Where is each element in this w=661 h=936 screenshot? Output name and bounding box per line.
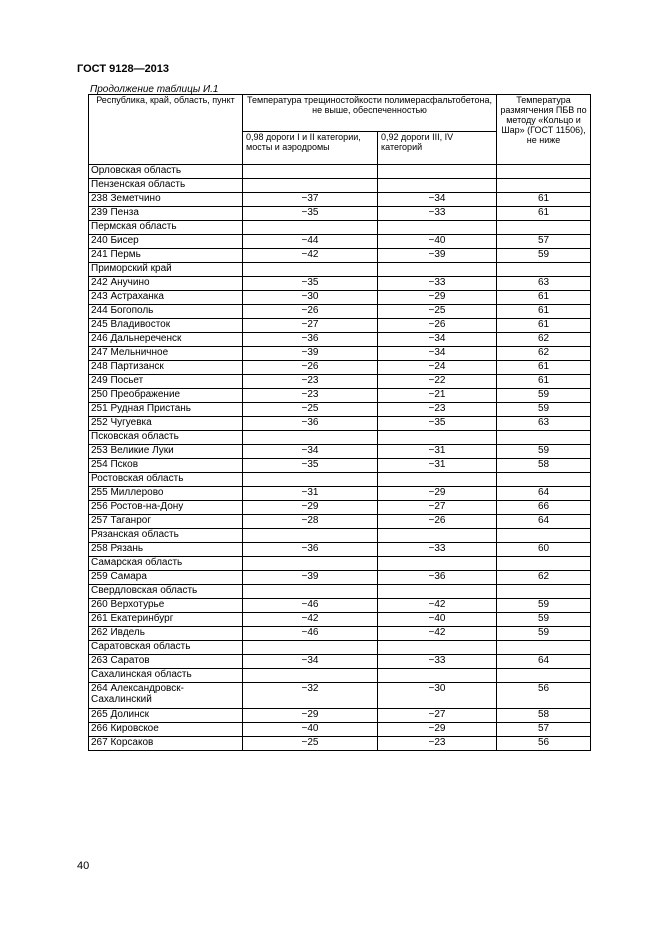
header-region: Республика, край, область, пункт (89, 95, 243, 165)
cell-temp-098: −23 (243, 389, 378, 403)
cell-temp-092: −29 (378, 291, 497, 305)
cell-temp-098: −26 (243, 361, 378, 375)
cell-location: Ростовская область (89, 473, 243, 487)
cell-temp-092 (378, 641, 497, 655)
cell-temp-092: −26 (378, 515, 497, 529)
table-caption: Продолжение таблицы И.1 (90, 84, 219, 95)
cell-temp-098: −35 (243, 277, 378, 291)
cell-temp-098: −35 (243, 459, 378, 473)
cell-temp-092 (378, 529, 497, 543)
cell-softening: 61 (497, 305, 591, 319)
table-row (89, 417, 591, 431)
cell-temp-098: −46 (243, 599, 378, 613)
cell-temp-098 (243, 431, 378, 445)
cell-softening: 61 (497, 361, 591, 375)
table-row (89, 193, 591, 207)
cell-location: 250 Преображение (89, 389, 243, 403)
document-code: ГОСТ 9128—2013 (77, 63, 170, 75)
cell-temp-098: −42 (243, 249, 378, 263)
cell-temp-092: −29 (378, 487, 497, 501)
table-row (89, 333, 591, 347)
cell-temp-098: −30 (243, 291, 378, 305)
cell-temp-092: −33 (378, 207, 497, 221)
cell-temp-098: −39 (243, 347, 378, 361)
header-probability-098: 0,98 дороги I и II категории, мосты и аэродромы (243, 132, 378, 165)
table-row (89, 277, 591, 291)
table-row (89, 347, 591, 361)
table-row (89, 543, 591, 557)
cell-softening: 66 (497, 501, 591, 515)
cell-temp-092: −42 (378, 599, 497, 613)
table-row (89, 627, 591, 641)
cell-location: 238 Земетчино (89, 193, 243, 207)
cell-temp-098: −31 (243, 487, 378, 501)
cell-location: 263 Саратов (89, 655, 243, 669)
cell-temp-092: −36 (378, 571, 497, 585)
cell-temp-098: −34 (243, 445, 378, 459)
cell-location: Пермская область (89, 221, 243, 235)
cell-location: 254 Псков (89, 459, 243, 473)
cell-temp-092: −29 (378, 723, 497, 737)
cell-temp-098: −39 (243, 571, 378, 585)
cell-temp-092: −34 (378, 347, 497, 361)
cell-softening: 62 (497, 333, 591, 347)
cell-softening: 61 (497, 319, 591, 333)
cell-location: 264 Александровск-Сахалинский (89, 683, 243, 709)
cell-temp-098 (243, 669, 378, 683)
header-crack-temperature: Температура трещиностойкости полимерасфальтобетона, не выше, обеспеченностью (243, 95, 497, 132)
table-row (89, 459, 591, 473)
table-row (89, 319, 591, 333)
cell-location: 243 Астраханка (89, 291, 243, 305)
cell-temp-092 (378, 473, 497, 487)
cell-softening: 59 (497, 613, 591, 627)
cell-temp-098: −35 (243, 207, 378, 221)
cell-temp-098: −36 (243, 417, 378, 431)
cell-temp-098 (243, 179, 378, 193)
cell-location: Псковская область (89, 431, 243, 445)
cell-softening: 63 (497, 277, 591, 291)
cell-softening: 58 (497, 459, 591, 473)
cell-temp-098 (243, 165, 378, 179)
table-row (89, 599, 591, 613)
cell-softening: 64 (497, 515, 591, 529)
cell-location: 247 Мельничное (89, 347, 243, 361)
cell-temp-098: −27 (243, 319, 378, 333)
cell-location: Саратовская область (89, 641, 243, 655)
cell-location: Пензенская область (89, 179, 243, 193)
table-group-row (89, 179, 591, 193)
table-row (89, 515, 591, 529)
cell-temp-098: −25 (243, 403, 378, 417)
table-row (89, 683, 591, 709)
table-row (89, 375, 591, 389)
cell-location: 245 Владивосток (89, 319, 243, 333)
cell-softening (497, 585, 591, 599)
table-row (89, 571, 591, 585)
table-group-row (89, 431, 591, 445)
cell-location: 257 Таганрог (89, 515, 243, 529)
cell-location: 258 Рязань (89, 543, 243, 557)
table-row (89, 501, 591, 515)
cell-temp-098: −44 (243, 235, 378, 249)
cell-location: 240 Бисер (89, 235, 243, 249)
page-number: 40 (77, 860, 90, 872)
table-group-row (89, 221, 591, 235)
table-group-row (89, 473, 591, 487)
cell-temp-098: −36 (243, 543, 378, 557)
cell-softening: 61 (497, 207, 591, 221)
cell-softening: 59 (497, 249, 591, 263)
cell-temp-098: −26 (243, 305, 378, 319)
cell-location: 239 Пенза (89, 207, 243, 221)
table-group-row (89, 585, 591, 599)
cell-temp-092: −23 (378, 403, 497, 417)
cell-location: 265 Долинск (89, 709, 243, 723)
cell-softening (497, 263, 591, 277)
table-group-row (89, 669, 591, 683)
cell-softening: 58 (497, 709, 591, 723)
cell-temp-092: −24 (378, 361, 497, 375)
cell-temp-092: −34 (378, 333, 497, 347)
cell-location: 262 Ивдель (89, 627, 243, 641)
cell-location: 246 Дальнереченск (89, 333, 243, 347)
cell-temp-098: −29 (243, 501, 378, 515)
cell-location: 242 Анучино (89, 277, 243, 291)
table-row (89, 613, 591, 627)
cell-softening: 56 (497, 737, 591, 751)
table-row (89, 403, 591, 417)
cell-temp-098: −25 (243, 737, 378, 751)
cell-temp-092: −23 (378, 737, 497, 751)
cell-softening (497, 431, 591, 445)
cell-softening: 63 (497, 417, 591, 431)
cell-softening: 56 (497, 683, 591, 709)
cell-temp-092 (378, 179, 497, 193)
table-row (89, 235, 591, 249)
cell-location: 266 Кировское (89, 723, 243, 737)
cell-softening: 59 (497, 403, 591, 417)
cell-location: 252 Чугуевка (89, 417, 243, 431)
cell-location: 261 Екатеринбург (89, 613, 243, 627)
cell-location: Рязанская область (89, 529, 243, 543)
cell-temp-092: −42 (378, 627, 497, 641)
cell-softening: 64 (497, 655, 591, 669)
cell-location: 253 Великие Луки (89, 445, 243, 459)
cell-softening: 61 (497, 291, 591, 305)
cell-temp-092: −33 (378, 543, 497, 557)
cell-temp-092 (378, 557, 497, 571)
header-softening-temperature: Температура размягчения ПБВ по методу «Кольцо и Шар» (ГОСТ 11506), не ниже (497, 95, 591, 165)
cell-location: Орловская область (89, 165, 243, 179)
cell-temp-098: −37 (243, 193, 378, 207)
cell-location: 259 Самара (89, 571, 243, 585)
cell-location: 256 Ростов-на-Дону (89, 501, 243, 515)
table-row (89, 207, 591, 221)
cell-temp-092: −34 (378, 193, 497, 207)
cell-temp-098: −34 (243, 655, 378, 669)
cell-softening (497, 221, 591, 235)
cell-softening: 57 (497, 235, 591, 249)
cell-location: Самарская область (89, 557, 243, 571)
cell-temp-098: −32 (243, 683, 378, 709)
table-row (89, 249, 591, 263)
cell-temp-098: −29 (243, 709, 378, 723)
cell-location: 244 Богополь (89, 305, 243, 319)
cell-temp-092: −35 (378, 417, 497, 431)
cell-temp-092 (378, 669, 497, 683)
cell-temp-098: −28 (243, 515, 378, 529)
cell-softening (497, 641, 591, 655)
cell-softening: 64 (497, 487, 591, 501)
table-group-row (89, 641, 591, 655)
cell-temp-098: −46 (243, 627, 378, 641)
cell-location: 248 Партизанск (89, 361, 243, 375)
cell-softening: 61 (497, 193, 591, 207)
cell-softening: 59 (497, 627, 591, 641)
header-probability-092: 0,92 дороги III, IV категорий (378, 132, 497, 165)
table-row (89, 655, 591, 669)
cell-softening: 62 (497, 571, 591, 585)
cell-temp-092: −26 (378, 319, 497, 333)
table-row (89, 709, 591, 723)
table-group-row (89, 263, 591, 277)
cell-location: 251 Рудная Пристань (89, 403, 243, 417)
cell-location: 260 Верхотурье (89, 599, 243, 613)
cell-location: 267 Корсаков (89, 737, 243, 751)
table-row (89, 361, 591, 375)
cell-softening (497, 557, 591, 571)
cell-location: 255 Миллерово (89, 487, 243, 501)
cell-temp-092: −27 (378, 501, 497, 515)
table-row (89, 487, 591, 501)
cell-temp-092: −31 (378, 459, 497, 473)
cell-softening: 59 (497, 599, 591, 613)
cell-temp-098: −40 (243, 723, 378, 737)
cell-temp-092 (378, 165, 497, 179)
cell-softening: 59 (497, 445, 591, 459)
table-row (89, 737, 591, 751)
cell-temp-098 (243, 585, 378, 599)
cell-temp-092: −33 (378, 277, 497, 291)
cell-temp-092 (378, 431, 497, 445)
cell-softening (497, 473, 591, 487)
cell-temp-092 (378, 221, 497, 235)
cell-temp-092: −30 (378, 683, 497, 709)
cell-temp-092: −40 (378, 235, 497, 249)
cell-softening: 62 (497, 347, 591, 361)
cell-temp-092: −21 (378, 389, 497, 403)
cell-temp-092: −40 (378, 613, 497, 627)
cell-temp-098 (243, 641, 378, 655)
table-row (89, 305, 591, 319)
cell-softening: 57 (497, 723, 591, 737)
cell-softening (497, 529, 591, 543)
cell-softening: 60 (497, 543, 591, 557)
cell-location: Сахалинская область (89, 669, 243, 683)
table-row (89, 291, 591, 305)
table-group-row (89, 529, 591, 543)
table-body (89, 165, 591, 751)
table-row (89, 445, 591, 459)
cell-temp-098 (243, 473, 378, 487)
table-row (89, 723, 591, 737)
cell-temp-092: −25 (378, 305, 497, 319)
cell-location: 241 Пермь (89, 249, 243, 263)
cell-temp-098 (243, 221, 378, 235)
cell-temp-098: −36 (243, 333, 378, 347)
cell-temp-092 (378, 263, 497, 277)
table-row (89, 389, 591, 403)
cell-temp-092: −27 (378, 709, 497, 723)
cell-softening: 59 (497, 389, 591, 403)
cell-temp-092: −33 (378, 655, 497, 669)
table-group-row (89, 557, 591, 571)
cell-temp-098 (243, 557, 378, 571)
cell-softening (497, 179, 591, 193)
cell-temp-092: −31 (378, 445, 497, 459)
cell-location: Приморский край (89, 263, 243, 277)
cell-temp-098: −42 (243, 613, 378, 627)
cell-location: 249 Посьет (89, 375, 243, 389)
cell-temp-098 (243, 529, 378, 543)
cell-softening (497, 165, 591, 179)
cell-temp-098 (243, 263, 378, 277)
cell-location: Свердловская область (89, 585, 243, 599)
climate-table (88, 94, 591, 751)
cell-temp-092: −22 (378, 375, 497, 389)
cell-softening: 61 (497, 375, 591, 389)
cell-temp-092 (378, 585, 497, 599)
cell-temp-092: −39 (378, 249, 497, 263)
cell-temp-098: −23 (243, 375, 378, 389)
table-group-row (89, 165, 591, 179)
cell-softening (497, 669, 591, 683)
